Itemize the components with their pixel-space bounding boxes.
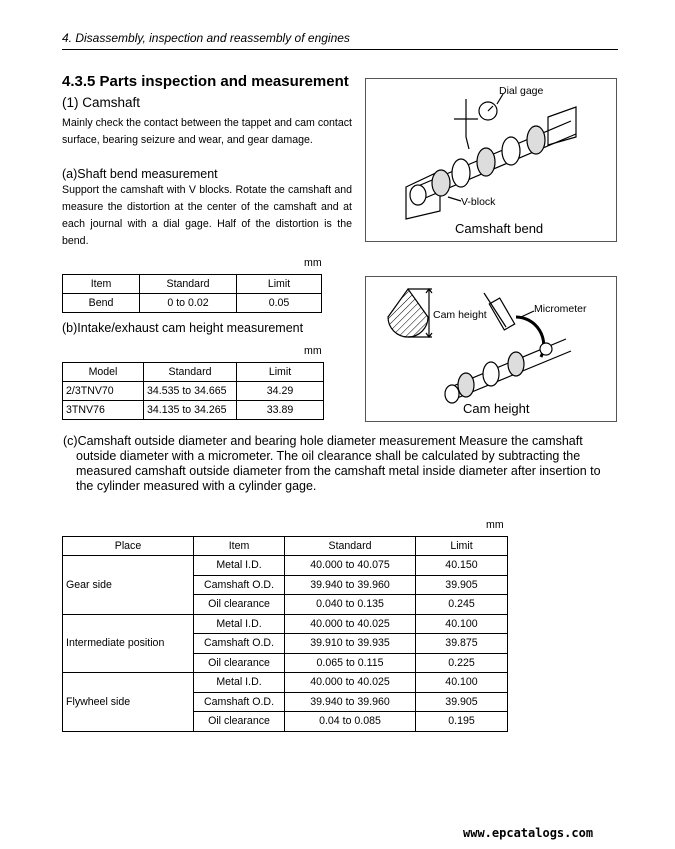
table-cell: 40.150 <box>416 556 508 576</box>
table-cell: 0.05 <box>237 294 322 313</box>
shaft-bend-heading: (a)Shaft bend measurement <box>62 167 218 181</box>
table-row <box>63 382 324 401</box>
place-cell: Gear side <box>63 556 194 615</box>
camshaft-bend-figure <box>365 78 617 242</box>
table-cell: Metal I.D. <box>194 673 285 693</box>
col-header: Standard <box>140 275 237 294</box>
header-rule <box>62 49 618 50</box>
intro-paragraph: Mainly check the contact between the tappet and cam contact surface, bearing seizure and wear, and gear damage. <box>62 117 352 146</box>
bend-unit: mm <box>304 257 322 269</box>
table-cell: 33.89 <box>237 401 324 420</box>
table-row <box>63 614 508 634</box>
col-header: Place <box>63 537 194 556</box>
table-cell: 39.940 to 39.960 <box>285 692 416 712</box>
col-header: Item <box>194 537 285 556</box>
table-row <box>63 556 508 576</box>
cam-height-label: Cam height <box>433 309 487 321</box>
cam-height-caption: Cam height <box>463 401 530 416</box>
table-cell: 39.940 to 39.960 <box>285 575 416 595</box>
col-header: Item <box>63 275 140 294</box>
micrometer-label: Micrometer <box>534 303 587 315</box>
place-cell: Flywheel side <box>63 673 194 732</box>
cam-height-table <box>62 362 324 420</box>
table-cell: 3TNV76 <box>63 401 144 420</box>
col-header: Limit <box>237 275 322 294</box>
camshaft-bend-illustration <box>366 79 616 241</box>
table-cell: 39.905 <box>416 575 508 595</box>
diameter-table <box>62 536 508 732</box>
table-row <box>63 294 322 313</box>
table-cell: Camshaft O.D. <box>194 634 285 654</box>
cam-height-illustration <box>366 277 616 421</box>
cam-height-figure <box>365 276 617 422</box>
table-cell: 40.000 to 40.075 <box>285 556 416 576</box>
table-cell: 40.100 <box>416 673 508 693</box>
table-cell: Bend <box>63 294 140 313</box>
table-header-row <box>63 363 324 382</box>
diameter-unit: mm <box>486 519 504 531</box>
table-cell: 2/3TNV70 <box>63 382 144 401</box>
watermark-footer: www.epcatalogs.com <box>463 826 594 840</box>
table-cell: 0.065 to 0.115 <box>285 653 416 673</box>
camshaft-subtitle: (1) Camshaft <box>62 95 141 110</box>
shaft-bend-paragraph: Support the camshaft with V blocks. Rotate the camshaft and measure the distortion at the center of the camshaft and at each journal with a dial gage. Half of the distortion is the bend. <box>62 184 352 247</box>
paragraph-line: the cylinder measured with a cylinder gage. <box>76 479 317 493</box>
table-cell: Oil clearance <box>194 595 285 615</box>
outside-diameter-paragraph <box>63 434 623 494</box>
table-cell: 0.040 to 0.135 <box>285 595 416 615</box>
v-block-label: V-block <box>461 196 496 208</box>
col-header: Limit <box>416 537 508 556</box>
table-cell: Metal I.D. <box>194 614 285 634</box>
table-cell: 40.000 to 40.025 <box>285 673 416 693</box>
table-cell: 40.000 to 40.025 <box>285 614 416 634</box>
section-title: 4.3.5 Parts inspection and measurement <box>62 73 349 90</box>
table-cell: Camshaft O.D. <box>194 575 285 595</box>
dial-gage-label: Dial gage <box>499 85 544 97</box>
camshaft-bend-caption: Camshaft bend <box>455 221 544 236</box>
col-header: Standard <box>285 537 416 556</box>
table-cell: 0.195 <box>416 712 508 732</box>
table-cell: 39.905 <box>416 692 508 712</box>
paragraph-line: measured camshaft outside diameter from the camshaft metal inside diameter after insertion to <box>76 464 601 478</box>
table-cell: 40.100 <box>416 614 508 634</box>
table-cell: Oil clearance <box>194 653 285 673</box>
table-cell: 39.875 <box>416 634 508 654</box>
table-cell: Oil clearance <box>194 712 285 732</box>
table-cell: 39.910 to 39.935 <box>285 634 416 654</box>
table-cell: 34.535 to 34.665 <box>144 382 237 401</box>
table-cell: 34.29 <box>237 382 324 401</box>
table-cell: 34.135 to 34.265 <box>144 401 237 420</box>
table-cell: 0.225 <box>416 653 508 673</box>
col-header: Limit <box>237 363 324 382</box>
cam-height-heading: (b)Intake/exhaust cam height measurement <box>62 321 304 335</box>
table-header-row <box>63 537 508 556</box>
table-cell: Camshaft O.D. <box>194 692 285 712</box>
cam-unit: mm <box>304 345 322 357</box>
table-cell: 0 to 0.02 <box>140 294 237 313</box>
table-cell: Metal I.D. <box>194 556 285 576</box>
place-cell: Intermediate position <box>63 614 194 673</box>
paragraph-line: (c)Camshaft outside diameter and bearing hole diameter measurement Measure the camshaft <box>63 434 583 448</box>
col-header: Standard <box>144 363 237 382</box>
table-row <box>63 673 508 693</box>
table-row <box>63 401 324 420</box>
table-header-row <box>63 275 322 294</box>
table-cell: 0.04 to 0.085 <box>285 712 416 732</box>
table-cell: 0.245 <box>416 595 508 615</box>
chapter-header: 4. Disassembly, inspection and reassembly of engines <box>62 31 350 45</box>
col-header: Model <box>63 363 144 382</box>
paragraph-line: outside diameter with a micrometer. The oil clearance shall be calculated by subtracting the <box>76 449 581 463</box>
bend-table <box>62 274 322 313</box>
